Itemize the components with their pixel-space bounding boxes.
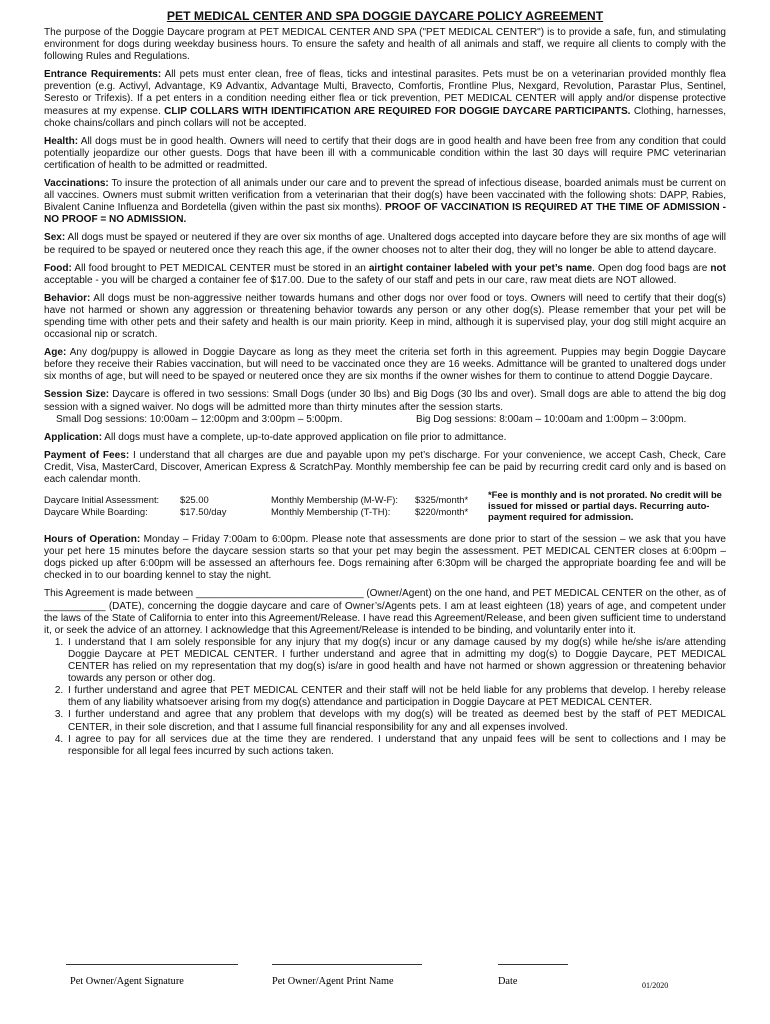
payment-section xyxy=(44,450,726,486)
signature-label: Pet Owner/Agent Signature xyxy=(70,976,184,987)
initial-assessment-label: Daycare Initial Assessment: xyxy=(44,494,160,506)
session-times xyxy=(44,414,726,426)
membership-values xyxy=(415,494,468,517)
membership-tth-value: $220/month* xyxy=(415,505,469,517)
section-text: Daycare is offered in two sessions: Small Dogs (under 30 lbs) and Big Dogs (30 lbs and over). Small dogs are able to attend the big dog session with a signed waiver. No dogs will be admitted more than thirty minutes after the session starts. xyxy=(44,389,726,413)
signature-line[interactable] xyxy=(66,964,238,965)
health-section xyxy=(44,136,726,172)
section-text: To insure the protection of all animals under our care and to prevent the spread of infectious disease, boarded animals must be current on all vaccines. Owners must submit written verification from a veterinarian that their dog(s) have been vaccinated with the following shots: DAPP, Rabies, Bivalent Canine Influenza and Bordetella (given within the past six months). xyxy=(44,178,726,214)
section-text: Monday – Friday 7:00am to 6:00pm. Please note that assessments are done prior to start of the session – we ask that you have your pet here 15 minutes before the daycare session starts so that your pet may begin the assessment. PET MEDICAL CENTER closes at 6:00pm – dogs picked up after 6:00pm will be assessed an afterhours fee. Dogs remaining after 6:30pm will be charged the appropriate boarding fee and will be checked in to our boarding kennel to stay the night. xyxy=(44,534,726,582)
session-size-section xyxy=(44,389,726,425)
membership-mwf-label: Monthly Membership (M-W-F): xyxy=(271,494,398,506)
membership-tth-label: Monthly Membership (T-TH): xyxy=(271,505,391,517)
small-dog-sessions: Small Dog sessions: 10:00am – 12:00pm and 3:00pm – 5:00pm. xyxy=(56,413,343,425)
section-heading: Behavior: xyxy=(44,292,91,304)
document-title: PET MEDICAL CENTER AND SPA DOGGIE DAYCARE POLICY AGREEMENT xyxy=(166,9,604,23)
signature-block xyxy=(66,964,730,1004)
vaccinations-section xyxy=(44,178,726,226)
date-line[interactable] xyxy=(498,964,568,965)
agreement-list xyxy=(44,637,726,758)
membership-labels xyxy=(271,494,398,517)
section-heading: Session Size: xyxy=(44,389,110,401)
form-revision-code: 01/2020 xyxy=(642,981,669,990)
agreement-item: 2. I further understand and agree that PET MEDICAL CENTER and their staff will not be held liable for any problems that develop. I hereby release them of any liability whatsoever arising from my dog(s) attendance and participation in Doggie Daycare at PET MEDICAL CENTER. xyxy=(66,685,726,709)
section-text: Any dog/puppy is allowed in Doggie Daycare as long as they meet the criteria set forth in this agreement. Puppies may begin Doggie Daycare before they receive their Rabies vaccination, but will need to be vaccinated once they are 16 weeks. Admittance will be granted to unaltered dogs under six months of age, but will need to be spayed or neutered once they are six months if the owner wishes for them to continue to attend Doggie Daycare. xyxy=(44,347,726,383)
section-heading: Health: xyxy=(44,135,79,147)
fee-note: *Fee is monthly and is not prorated. No credit will be issued for missed or partial days. Recurring auto-payment required for admission. xyxy=(488,489,722,523)
initial-assessment-value: $25.00 xyxy=(180,494,209,506)
print-name-line[interactable] xyxy=(272,964,422,965)
section-bold-text: CLIP COLLARS WITH IDENTIFICATION ARE REQUIRED FOR DOGGIE DAYCARE PARTICIPANTS. xyxy=(164,105,631,117)
agreement-item: 4. I agree to pay for all services due at the time they are rendered. I understand that any unpaid fees will be sent to collections and I may be responsible for all legal fees incurred by such actions taken. xyxy=(66,734,726,758)
section-text: acceptable - you will be charged a container fee of $17.00. Due to the safety of our staff and pets in our care, raw meat diets are NOT allowed. xyxy=(44,274,677,286)
membership-mwf-value: $325/month* xyxy=(415,494,469,506)
print-name-label: Pet Owner/Agent Print Name xyxy=(272,976,394,987)
fee-values xyxy=(180,494,226,517)
big-dog-sessions: Big Dog sessions: 8:00am – 10:00am and 1:00pm – 3:00pm. xyxy=(416,413,687,425)
section-text: . Open dog food bags are xyxy=(592,262,711,274)
session-size-text xyxy=(44,389,726,413)
while-boarding-value: $17.50/day xyxy=(180,505,227,517)
section-text: All dogs must be in good health. Owners will need to certify that their dogs are in good health and have been free from any condition that could potentially jeopardize our other guests. Dogs that have been ill with a communicable condition within the last 30 days will require PMC veterinarian certification of health to be admitted or readmitted. xyxy=(44,135,726,171)
sex-section xyxy=(44,232,726,256)
section-heading: Sex: xyxy=(44,232,66,244)
entrance-requirements-section xyxy=(44,69,726,129)
while-boarding-label: Daycare While Boarding: xyxy=(44,505,148,517)
section-heading: Hours of Operation: xyxy=(44,534,141,546)
section-heading: Food: xyxy=(44,262,72,274)
section-text: All dogs must have a complete, up-to-date approved application on file prior to admittance. xyxy=(102,431,507,443)
section-bold-text: PROOF OF VACCINATION IS REQUIRED AT THE TIME OF ADMISSION - NO PROOF = NO ADMISSION. xyxy=(44,202,726,226)
section-heading: Entrance Requirements: xyxy=(44,69,162,81)
behavior-section xyxy=(44,293,726,341)
section-text: Clothing, harnesses, choke chains/collars and pinch collars will not be accepted. xyxy=(44,105,726,129)
section-heading: Age: xyxy=(44,347,67,359)
agreement-item: 3. I further understand and agree that any problem that develops with my dog(s) will be treated as deemed best by the staff of PET MEDICAL CENTER, in their sole discretion, and that I assume full financial responsibility for any and all expenses involved. xyxy=(66,709,726,733)
section-text: All dogs must be spayed or neutered if they are over six months of age. Unaltered dogs accepted into daycare before they are six months of age will be required to be spayed or neutered once they reach this age, if the owner chooses not to alter their dog, they will no longer be able to attend daycare. xyxy=(44,232,726,256)
section-text: I understand that all charges are due and payable upon my pet’s discharge. For your convenience, we accept Cash, Check, Care Credit, Visa, MasterCard, Discover, American Express & ScratchPay. Monthly membership fee can be paid by recurring credit card only and is based on each calendar month. xyxy=(44,449,726,485)
agreement-item: 1. I understand that I am solely responsible for any injury that my dog(s) incur or any damage caused by my dog(s) while he/she is/are attending Doggie Daycare at PET MEDICAL CENTER. I further understand and agree that in admitting my dog(s) to Doggie Daycare, PET MEDICAL CENTER has relied on my representation that my dog(s) is/are in good health and have not harmed or shown aggression or threatening behavior towards any person or other dog. xyxy=(66,637,726,685)
fee-labels xyxy=(44,494,159,517)
section-heading: Payment of Fees: xyxy=(44,449,130,461)
section-bold-text: airtight container labeled with your pet’s name xyxy=(368,262,593,274)
age-section xyxy=(44,347,726,383)
section-bold-text: not xyxy=(710,262,726,274)
agreement-paragraph: This Agreement is made between ______________________________ (Owner/Agent) on the one hand, and PET MEDICAL CENTER on the other, as of ___________ (DATE), concerning the doggie daycare and care of Owner’s/Agents pets. I am at least eighteen (18) years of age, and competent under the laws of the State of California to enter into this Agreement/Release. I have read this Agreement/Release, and been given sufficient time to understand it, or seek the advice of an attorney. I acknowledge that this Agreement/Release is intended to be binding, and voluntarily enter into it. xyxy=(44,588,726,636)
section-heading: Vaccinations: xyxy=(44,178,109,190)
food-section xyxy=(44,263,726,287)
section-text: All pets must enter clean, free of fleas, ticks and intestinal parasites. Pets must be on a veterinarian provided monthly flea prevention (e.g. Activyl, Advantage, K9 Advantix, Advantage Multi, Bravecto, Comfortis, Frontline Plus, Nexgard, Revolution, Parastar Plus, Sentinel, Seresto or Trifexis). If a pet enters in a condition needing either flea or tick prevention, PET MEDICAL CENTER will apply and/or dispense protective measures at my expense. xyxy=(44,69,726,117)
intro-paragraph: The purpose of the Doggie Daycare program at PET MEDICAL CENTER AND SPA ("PET MEDICAL CENTER") is to provide a safe, fun, and stimulating environment for dogs during weekday business hours. To ensure the safety and health of all animals and staff, we require all clients to comply with the following Rules and Regulations. xyxy=(44,27,726,63)
section-heading: Application: xyxy=(44,431,103,443)
fee-schedule xyxy=(44,489,726,530)
section-text: All food brought to PET MEDICAL CENTER must be stored in an xyxy=(71,262,369,274)
hours-section xyxy=(44,534,726,582)
date-label: Date xyxy=(498,976,518,987)
application-section xyxy=(44,432,726,444)
section-text: All dogs must be non-aggressive neither towards humans and other dogs nor over food or toys. Owners will need to certify that their dog(s) have not harmed or shown any aggression or threatening behavior towards any person or any other dog(s). Please remember that your pet will be spending time with other pets and their safety and health is our main priority. Keep in mind, although it is supervised play, your dog still might acquire an occasional nip or scratch. xyxy=(44,292,726,341)
